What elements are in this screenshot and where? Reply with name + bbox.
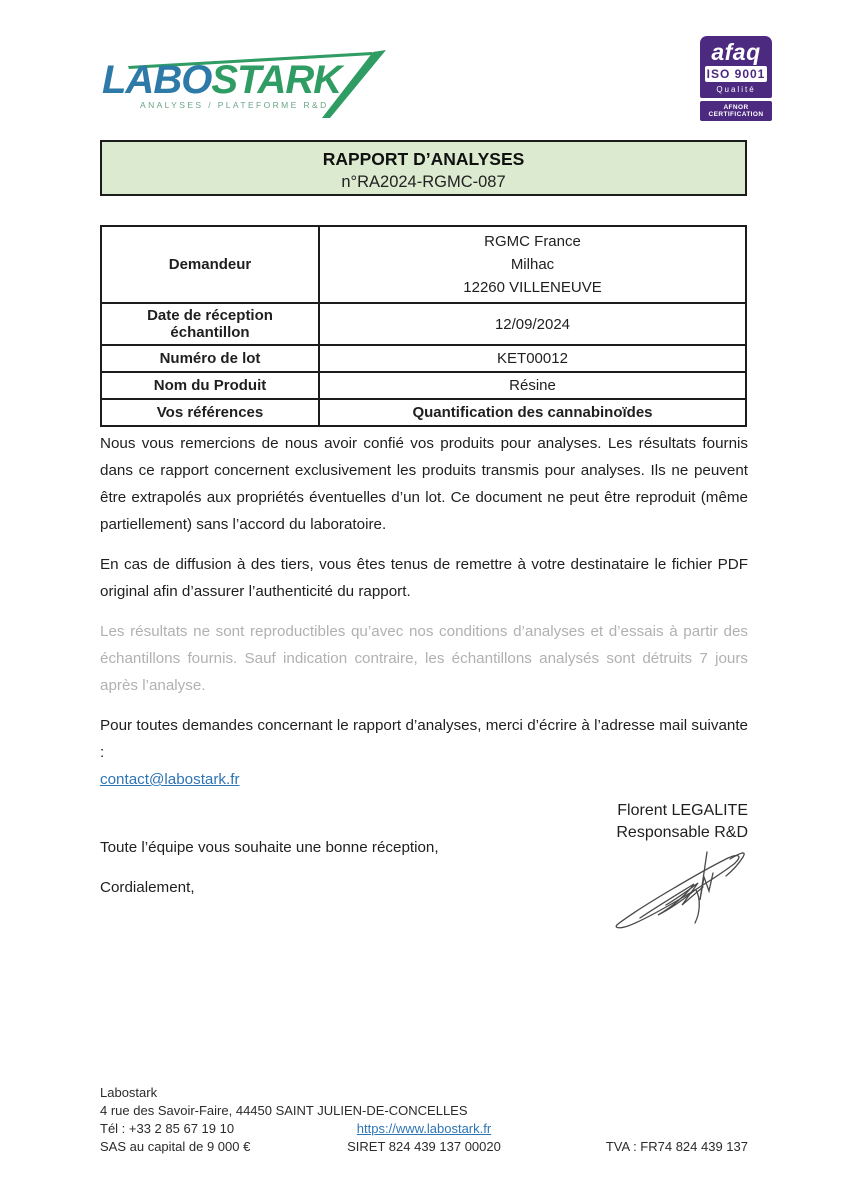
table-row	[101, 226, 746, 303]
row-value-demandeur	[319, 226, 746, 303]
logo-tagline: ANALYSES / PLATEFORME R&D	[140, 100, 329, 110]
applicant-name: RGMC France	[484, 233, 581, 250]
signer-block	[616, 800, 748, 844]
afaq-badge-main	[700, 36, 772, 98]
afaq-certification-badge	[700, 36, 772, 121]
row-label-nom-produit: Nom du Produit	[101, 372, 319, 399]
footer-company: Labostark	[100, 1085, 158, 1100]
table-row	[101, 345, 746, 372]
applicant-city: Milhac	[510, 256, 555, 273]
report-title: RAPPORT D’ANALYSES	[322, 149, 525, 169]
afnor-certification-band: AFNOR CERTIFICATION	[700, 101, 772, 121]
footer-siret: SIRET 824 439 137 00020	[347, 1139, 501, 1154]
row-value-date-reception: 12/09/2024	[319, 303, 746, 345]
closing-cordialement: Cordialement,	[100, 879, 195, 896]
footer-address: 4 rue des Savoir-Faire, 44450 SAINT JULIEN-DE-CONCELLES	[100, 1103, 468, 1118]
row-label-demandeur: Demandeur	[101, 226, 319, 303]
footer-tva: TVA : FR74 824 439 137	[605, 1139, 748, 1154]
qualite-label: Qualité	[716, 85, 756, 94]
contact-email-link[interactable]: contact@labostark.fr	[100, 771, 240, 788]
contact-sentence: Pour toutes demandes concernant le rapport d’analyses, merci d’écrire à l’adresse mail suivante :	[100, 717, 748, 761]
handwritten-signature	[610, 845, 750, 935]
logo-wordmark	[102, 58, 341, 103]
row-value-vos-references: Quantification des cannabinoïdes	[319, 399, 746, 426]
table-row	[101, 399, 746, 426]
footer-phone: Tél : +33 2 85 67 19 10	[100, 1121, 235, 1136]
sample-info-table	[100, 225, 747, 427]
labostark-logo	[100, 42, 390, 120]
logo-part-stark: STARK	[211, 58, 342, 102]
row-value-nom-produit: Résine	[319, 372, 746, 399]
footer-spacer	[532, 1120, 748, 1138]
report-number: n°RA2024-RGMC-087	[341, 173, 506, 191]
closing-reception: Toute l’équipe vous souhaite une bonne réception,	[100, 839, 439, 856]
signer-role: Responsable R&D	[616, 824, 748, 841]
footer	[100, 1084, 748, 1156]
paragraph-thanks: Nous vous remercions de nous avoir confié vos produits pour analyses. Les résultats fournis dans ce rapport concernent exclusivement les produits transmis pour analyses. Ils ne peuvent être extrapolés aux propriétés éventuelles d’un lot. Ce document ne peut être reproduit (même partiellement) sans l’accord du laboratoire.	[100, 435, 748, 533]
table-row	[101, 303, 746, 345]
paragraph-contact	[100, 712, 748, 793]
row-label-date-reception: Date de réception échantillon	[101, 303, 319, 345]
table-row	[101, 372, 746, 399]
afaq-logo-text: afaq	[711, 39, 761, 65]
row-value-numero-lot: KET00012	[319, 345, 746, 372]
footer-website-link[interactable]: https://www.labostark.fr	[356, 1121, 492, 1136]
row-label-vos-references: Vos références	[101, 399, 319, 426]
report-title-box	[100, 140, 747, 196]
paragraph-diffusion: En cas de diffusion à des tiers, vous êtes tenus de remettre à votre destinataire le fichier PDF original afin d’assurer l’authenticité du rapport.	[100, 556, 748, 600]
row-label-numero-lot: Numéro de lot	[101, 345, 319, 372]
paragraph-conditions: Les résultats ne sont reproductibles qu’avec nos conditions d’analyses et d’essais à partir des échantillons fournis. Sauf indication contraire, les échantillons analysés sont détruits 7 jours après l’analyse.	[100, 623, 748, 694]
signer-name: Florent LEGALITE	[617, 802, 748, 819]
footer-capital: SAS au capital de 9 000 €	[100, 1139, 251, 1154]
iso-9001-label: ISO 9001	[706, 67, 766, 81]
logo-part-labo: LABO	[102, 58, 212, 102]
applicant-postal: 12260 VILLENEUVE	[463, 279, 602, 296]
